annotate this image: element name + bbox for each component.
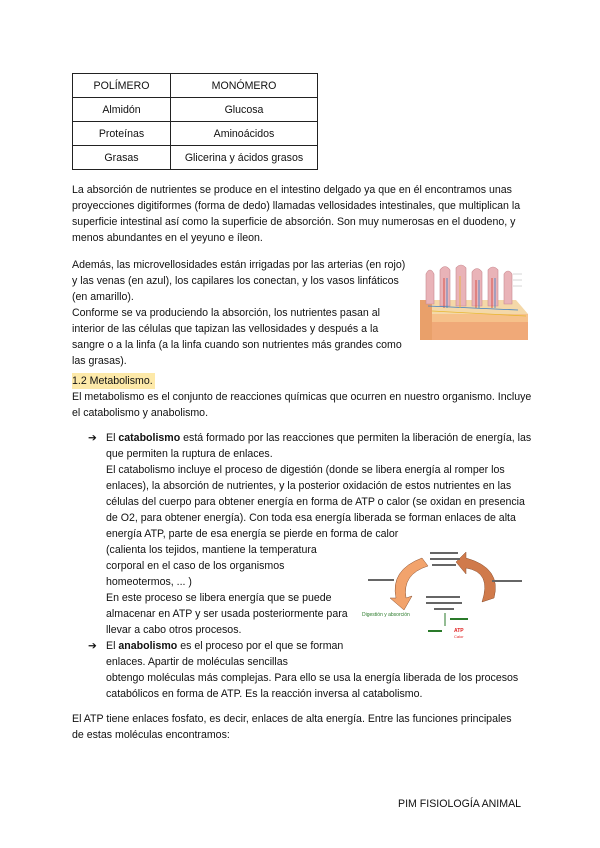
catabolism-atp-note: En este proceso se libera energía que se puede almacenar en ATP y ser usada posteriormente para llevar a cabo otros procesos.: [106, 592, 348, 636]
catabolism-detail: El catabolismo incluye el proceso de digestión (donde se libera energía al romper los enlaces), la absorción de nutrientes, y la posterior oxidación de estos nutrientes en las células del cuerpo para obtener energía en forma de ATP o calor (se oxidan en presencia de O2, para obtener energía). Con toda esa energía liberada se forman enlaces de alta energía ATP, parte de esa energía se pierde en forma de calor: [106, 464, 525, 540]
text: El: [106, 640, 119, 652]
table-header-row: [73, 74, 318, 98]
table-cell: Grasas: [73, 146, 171, 170]
absorption-paragraph: La absorción de nutrientes se produce en el intestino delgado ya que en él encontramos unas proyecciones digitiformes (forma de dedo) llamadas vellosidades intestinales, que multiplican la superficie intestinal así como la superficie de absorción. Son muy numerosas en el duodeno, y menos abundantes en el yeyuno e íleon.: [72, 184, 521, 244]
polymer-monomer-table: [72, 73, 318, 170]
table-row: [73, 122, 318, 146]
metabolism-cycle-diagram: [362, 540, 538, 640]
catabolism-term: catabolismo: [118, 432, 181, 444]
page-footer: PIM FISIOLOGÍA ANIMAL: [398, 798, 522, 810]
section-heading: 1.2 Metabolismo.: [72, 375, 153, 387]
catabolism-intro: [106, 430, 534, 462]
text: es el proceso por el que se forman enlaces. Apartir de moléculas sencillas: [106, 640, 344, 668]
catabolism-heat-note: (calienta los tejidos, mantiene la temperatura corporal en el caso de los organismos homeotermos, ... ): [106, 544, 317, 588]
absorption-process-paragraph: Conforme se va produciendo la absorción, los nutrientes pasan al interior de las células que tapizan las vellosidades y después a la sangre o a la linfa (a la linfa cuando son nutrientes más grandes como las grasas).: [72, 307, 402, 367]
metabolism-paragraph: El metabolismo es el conjunto de reacciones químicas que ocurren en nuestro organismo. Incluye el catabolismo y anabolismo.: [72, 391, 532, 419]
heat-label: Calor: [454, 634, 464, 639]
atp-paragraph: El ATP tiene enlaces fosfato, es decir, enlaces de alta energía. Entre las funciones principales de estas moléculas encontramos:: [72, 713, 512, 741]
atp-label: ATP: [454, 628, 464, 634]
table-header: POLÍMERO: [73, 74, 171, 98]
table-cell: Glicerina y ácidos grasos: [171, 146, 318, 170]
anabolism-term: anabolismo: [118, 640, 178, 652]
text: está formado por las reacciones que permiten la liberación de energía, las que permiten la ruptura de enlaces.: [106, 432, 532, 460]
table-cell: Proteínas: [73, 122, 171, 146]
digestion-label: Digestión y absorción: [362, 612, 410, 618]
table-header: MONÓMERO: [171, 74, 318, 98]
text: El: [106, 432, 119, 444]
table-row: [73, 146, 318, 170]
anabolism-bullet: [106, 638, 536, 702]
intestinal-villi-image: [418, 264, 530, 342]
table-cell: Glucosa: [171, 98, 318, 122]
table-row: [73, 98, 318, 122]
microvilli-paragraph: Además, las microvellosidades están irrigadas por las arterias (en rojo) y las venas (en azul), los capilares los conectan, y los vasos linfáticos (en amarillo).: [72, 259, 406, 303]
anabolism-intro: [106, 638, 356, 670]
table-cell: Almidón: [73, 98, 171, 122]
arrow-bullet-icon: ➔: [88, 640, 97, 652]
table-cell: Aminoácidos: [171, 122, 318, 146]
arrow-bullet-icon: ➔: [88, 432, 97, 444]
anabolism-detail: obtengo moléculas más complejas. Para ello se usa la energía liberada de los procesos catabólicos en forma de ATP. Es la reacción inversa al catabolismo.: [106, 672, 519, 700]
